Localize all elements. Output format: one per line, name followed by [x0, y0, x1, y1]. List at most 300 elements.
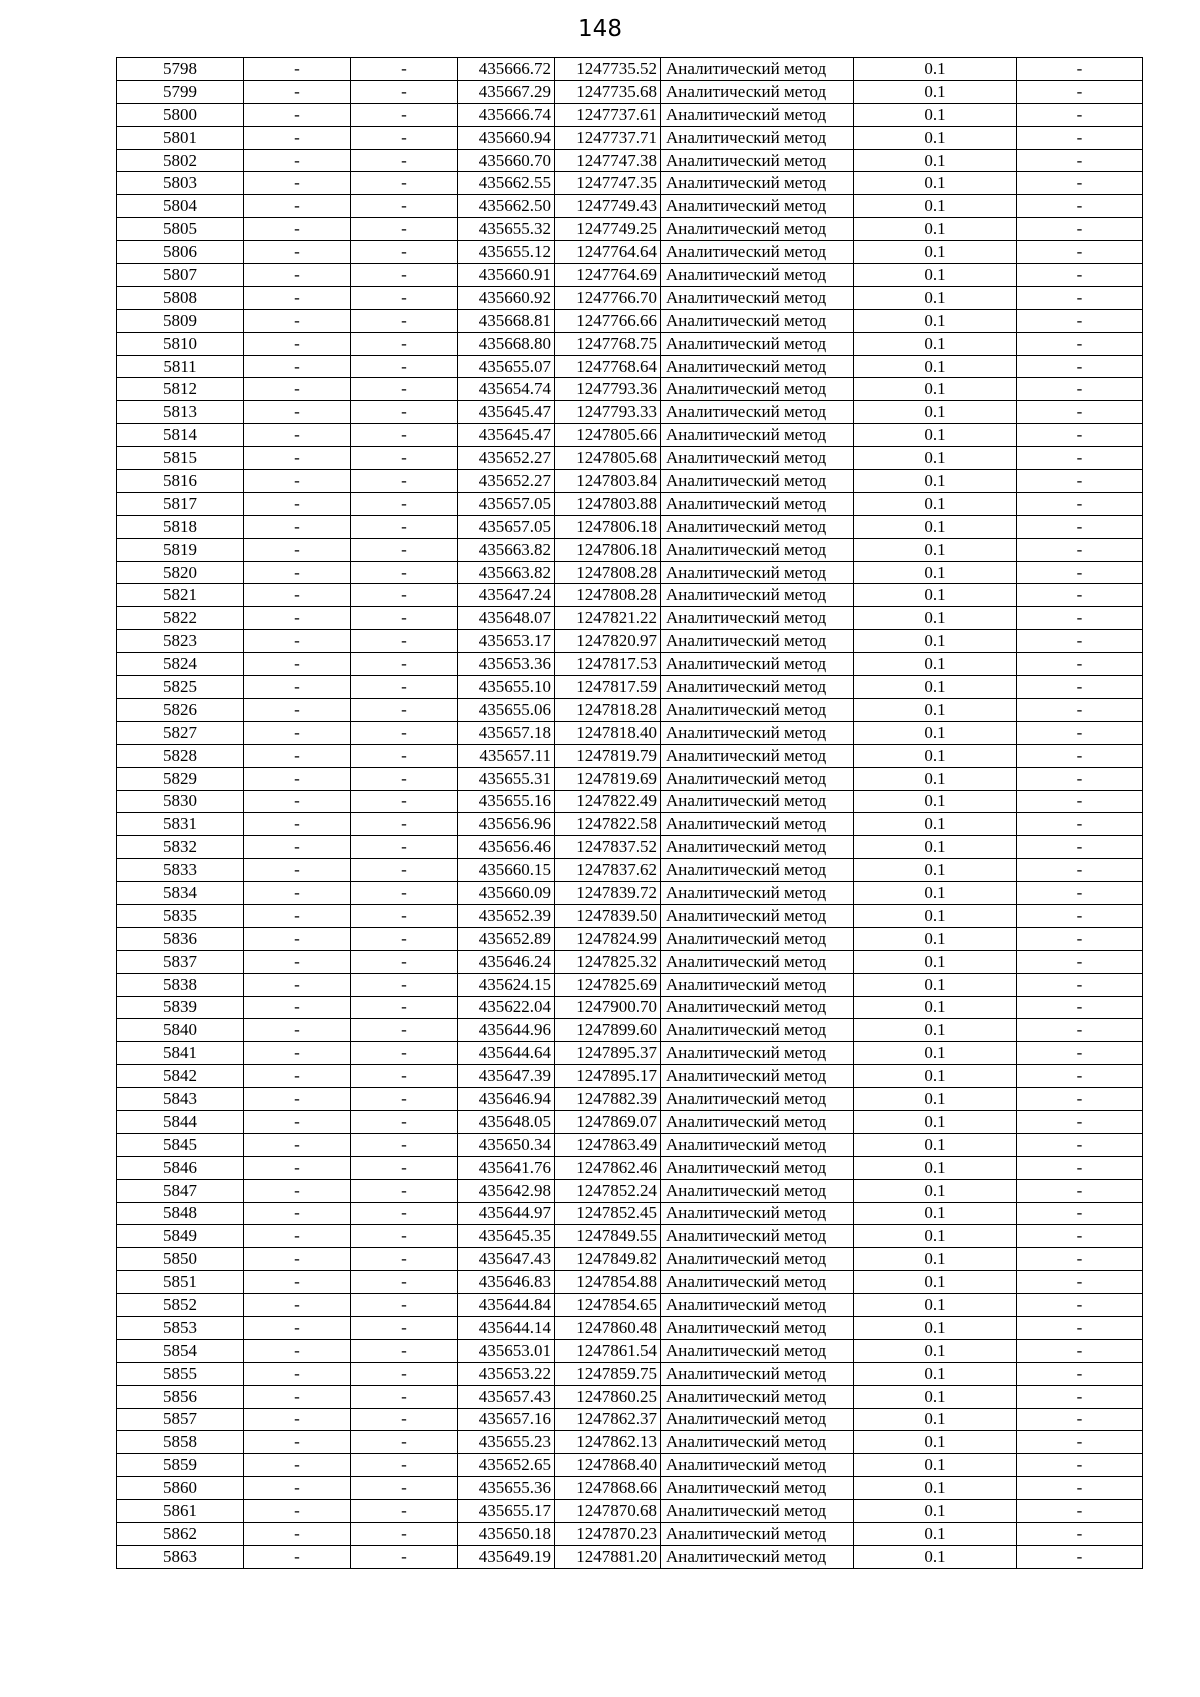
precision-cell: 0.1	[854, 103, 1017, 126]
page-number: 148	[578, 16, 622, 42]
y-coordinate-cell: 1247806.18	[555, 538, 661, 561]
dash-cell: -	[1017, 515, 1143, 538]
dash-cell: -	[351, 767, 458, 790]
y-coordinate-cell: 1247817.59	[555, 676, 661, 699]
precision-cell: 0.1	[854, 1477, 1017, 1500]
method-cell: Аналитический метод	[661, 584, 854, 607]
table-row	[117, 1065, 1143, 1088]
y-coordinate-cell: 1247747.35	[555, 172, 661, 195]
dash-cell: -	[1017, 1431, 1143, 1454]
table-row	[117, 286, 1143, 309]
x-coordinate-cell: 435657.05	[458, 492, 555, 515]
method-cell: Аналитический метод	[661, 927, 854, 950]
dash-cell: -	[244, 126, 351, 149]
precision-cell: 0.1	[854, 80, 1017, 103]
table-row	[117, 1523, 1143, 1546]
precision-cell: 0.1	[854, 1523, 1017, 1546]
precision-cell: 0.1	[854, 1179, 1017, 1202]
method-cell: Аналитический метод	[661, 538, 854, 561]
method-cell: Аналитический метод	[661, 607, 854, 630]
dash-cell: -	[244, 1545, 351, 1568]
method-cell: Аналитический метод	[661, 1271, 854, 1294]
precision-cell: 0.1	[854, 264, 1017, 287]
table-row	[117, 195, 1143, 218]
y-coordinate-cell: 1247862.37	[555, 1408, 661, 1431]
dash-cell: -	[1017, 676, 1143, 699]
x-coordinate-cell: 435660.91	[458, 264, 555, 287]
x-coordinate-cell: 435660.15	[458, 859, 555, 882]
dash-cell: -	[244, 653, 351, 676]
dash-cell: -	[351, 607, 458, 630]
x-coordinate-cell: 435644.97	[458, 1202, 555, 1225]
method-cell: Аналитический метод	[661, 264, 854, 287]
precision-cell: 0.1	[854, 630, 1017, 653]
method-cell: Аналитический метод	[661, 1202, 854, 1225]
dash-cell: -	[244, 470, 351, 493]
method-cell: Аналитический метод	[661, 218, 854, 241]
precision-cell: 0.1	[854, 882, 1017, 905]
y-coordinate-cell: 1247749.43	[555, 195, 661, 218]
table-row	[117, 470, 1143, 493]
dash-cell: -	[244, 401, 351, 424]
method-cell: Аналитический метод	[661, 698, 854, 721]
dash-cell: -	[244, 1362, 351, 1385]
table-row	[117, 1385, 1143, 1408]
dash-cell: -	[244, 1477, 351, 1500]
dash-cell: -	[1017, 698, 1143, 721]
table-row	[117, 927, 1143, 950]
x-coordinate-cell: 435657.16	[458, 1408, 555, 1431]
method-cell: Аналитический метод	[661, 790, 854, 813]
dash-cell: -	[244, 904, 351, 927]
y-coordinate-cell: 1247882.39	[555, 1088, 661, 1111]
y-coordinate-cell: 1247849.55	[555, 1225, 661, 1248]
table-row	[117, 653, 1143, 676]
precision-cell: 0.1	[854, 653, 1017, 676]
x-coordinate-cell: 435652.89	[458, 927, 555, 950]
dash-cell: -	[351, 859, 458, 882]
dash-cell: -	[1017, 1248, 1143, 1271]
table-row	[117, 355, 1143, 378]
y-coordinate-cell: 1247861.54	[555, 1339, 661, 1362]
dash-cell: -	[244, 1156, 351, 1179]
y-coordinate-cell: 1247870.23	[555, 1523, 661, 1546]
x-coordinate-cell: 435660.09	[458, 882, 555, 905]
precision-cell: 0.1	[854, 401, 1017, 424]
y-coordinate-cell: 1247868.40	[555, 1454, 661, 1477]
dash-cell: -	[1017, 1202, 1143, 1225]
point-number-cell: 5817	[117, 492, 244, 515]
y-coordinate-cell: 1247863.49	[555, 1133, 661, 1156]
dash-cell: -	[1017, 1362, 1143, 1385]
precision-cell: 0.1	[854, 1019, 1017, 1042]
y-coordinate-cell: 1247808.28	[555, 584, 661, 607]
dash-cell: -	[244, 1294, 351, 1317]
dash-cell: -	[244, 1316, 351, 1339]
y-coordinate-cell: 1247737.71	[555, 126, 661, 149]
x-coordinate-cell: 435652.27	[458, 447, 555, 470]
y-coordinate-cell: 1247768.64	[555, 355, 661, 378]
dash-cell: -	[244, 1271, 351, 1294]
x-coordinate-cell: 435655.36	[458, 1477, 555, 1500]
dash-cell: -	[351, 332, 458, 355]
dash-cell: -	[351, 836, 458, 859]
dash-cell: -	[1017, 1523, 1143, 1546]
point-number-cell: 5815	[117, 447, 244, 470]
x-coordinate-cell: 435656.46	[458, 836, 555, 859]
dash-cell: -	[351, 538, 458, 561]
table-row	[117, 1271, 1143, 1294]
dash-cell: -	[351, 1156, 458, 1179]
precision-cell: 0.1	[854, 1339, 1017, 1362]
table-row	[117, 424, 1143, 447]
dash-cell: -	[244, 813, 351, 836]
x-coordinate-cell: 435647.43	[458, 1248, 555, 1271]
method-cell: Аналитический метод	[661, 1225, 854, 1248]
precision-cell: 0.1	[854, 378, 1017, 401]
dash-cell: -	[244, 538, 351, 561]
dash-cell: -	[351, 1454, 458, 1477]
dash-cell: -	[244, 1088, 351, 1111]
method-cell: Аналитический метод	[661, 286, 854, 309]
method-cell: Аналитический метод	[661, 744, 854, 767]
point-number-cell: 5808	[117, 286, 244, 309]
precision-cell: 0.1	[854, 996, 1017, 1019]
point-number-cell: 5806	[117, 241, 244, 264]
method-cell: Аналитический метод	[661, 1454, 854, 1477]
table-row	[117, 58, 1143, 81]
table-row	[117, 607, 1143, 630]
dash-cell: -	[244, 1179, 351, 1202]
dash-cell: -	[1017, 172, 1143, 195]
precision-cell: 0.1	[854, 286, 1017, 309]
x-coordinate-cell: 435653.17	[458, 630, 555, 653]
precision-cell: 0.1	[854, 126, 1017, 149]
method-cell: Аналитический метод	[661, 1156, 854, 1179]
x-coordinate-cell: 435668.81	[458, 309, 555, 332]
dash-cell: -	[1017, 1454, 1143, 1477]
y-coordinate-cell: 1247766.66	[555, 309, 661, 332]
point-number-cell: 5816	[117, 470, 244, 493]
method-cell: Аналитический метод	[661, 126, 854, 149]
y-coordinate-cell: 1247820.97	[555, 630, 661, 653]
precision-cell: 0.1	[854, 538, 1017, 561]
y-coordinate-cell: 1247839.72	[555, 882, 661, 905]
point-number-cell: 5831	[117, 813, 244, 836]
dash-cell: -	[1017, 973, 1143, 996]
point-number-cell: 5812	[117, 378, 244, 401]
dash-cell: -	[244, 927, 351, 950]
dash-cell: -	[1017, 859, 1143, 882]
point-number-cell: 5825	[117, 676, 244, 699]
dash-cell: -	[351, 1271, 458, 1294]
precision-cell: 0.1	[854, 1454, 1017, 1477]
table-row	[117, 80, 1143, 103]
point-number-cell: 5818	[117, 515, 244, 538]
point-number-cell: 5826	[117, 698, 244, 721]
dash-cell: -	[244, 1500, 351, 1523]
table-row	[117, 1133, 1143, 1156]
method-cell: Аналитический метод	[661, 355, 854, 378]
table-row	[117, 790, 1143, 813]
x-coordinate-cell: 435645.35	[458, 1225, 555, 1248]
dash-cell: -	[1017, 1477, 1143, 1500]
point-number-cell: 5839	[117, 996, 244, 1019]
precision-cell: 0.1	[854, 149, 1017, 172]
table-row	[117, 309, 1143, 332]
dash-cell: -	[1017, 1019, 1143, 1042]
precision-cell: 0.1	[854, 927, 1017, 950]
table-row	[117, 1156, 1143, 1179]
dash-cell: -	[1017, 1133, 1143, 1156]
precision-cell: 0.1	[854, 515, 1017, 538]
point-number-cell: 5824	[117, 653, 244, 676]
dash-cell: -	[351, 996, 458, 1019]
dash-cell: -	[1017, 447, 1143, 470]
x-coordinate-cell: 435655.10	[458, 676, 555, 699]
precision-cell: 0.1	[854, 332, 1017, 355]
point-number-cell: 5819	[117, 538, 244, 561]
dash-cell: -	[244, 332, 351, 355]
dash-cell: -	[244, 355, 351, 378]
precision-cell: 0.1	[854, 950, 1017, 973]
precision-cell: 0.1	[854, 492, 1017, 515]
table-row	[117, 1202, 1143, 1225]
x-coordinate-cell: 435641.76	[458, 1156, 555, 1179]
x-coordinate-cell: 435654.74	[458, 378, 555, 401]
precision-cell: 0.1	[854, 859, 1017, 882]
table-row	[117, 126, 1143, 149]
dash-cell: -	[244, 676, 351, 699]
y-coordinate-cell: 1247881.20	[555, 1545, 661, 1568]
point-number-cell: 5832	[117, 836, 244, 859]
dash-cell: -	[1017, 538, 1143, 561]
method-cell: Аналитический метод	[661, 309, 854, 332]
y-coordinate-cell: 1247793.36	[555, 378, 661, 401]
coordinates-table	[116, 57, 1143, 1569]
dash-cell: -	[1017, 950, 1143, 973]
precision-cell: 0.1	[854, 1202, 1017, 1225]
dash-cell: -	[1017, 309, 1143, 332]
dash-cell: -	[351, 904, 458, 927]
x-coordinate-cell: 435646.83	[458, 1271, 555, 1294]
precision-cell: 0.1	[854, 1065, 1017, 1088]
point-number-cell: 5803	[117, 172, 244, 195]
point-number-cell: 5836	[117, 927, 244, 950]
dash-cell: -	[351, 80, 458, 103]
x-coordinate-cell: 435667.29	[458, 80, 555, 103]
method-cell: Аналитический метод	[661, 1294, 854, 1317]
point-number-cell: 5802	[117, 149, 244, 172]
x-coordinate-cell: 435663.82	[458, 538, 555, 561]
dash-cell: -	[244, 1065, 351, 1088]
point-number-cell: 5862	[117, 1523, 244, 1546]
x-coordinate-cell: 435655.06	[458, 698, 555, 721]
precision-cell: 0.1	[854, 1271, 1017, 1294]
dash-cell: -	[351, 1179, 458, 1202]
dash-cell: -	[351, 149, 458, 172]
table-row	[117, 744, 1143, 767]
dash-cell: -	[351, 447, 458, 470]
dash-cell: -	[351, 1088, 458, 1111]
y-coordinate-cell: 1247895.17	[555, 1065, 661, 1088]
point-number-cell: 5861	[117, 1500, 244, 1523]
dash-cell: -	[1017, 630, 1143, 653]
dash-cell: -	[1017, 264, 1143, 287]
method-cell: Аналитический метод	[661, 1019, 854, 1042]
x-coordinate-cell: 435645.47	[458, 401, 555, 424]
method-cell: Аналитический метод	[661, 378, 854, 401]
point-number-cell: 5805	[117, 218, 244, 241]
method-cell: Аналитический метод	[661, 1545, 854, 1568]
precision-cell: 0.1	[854, 698, 1017, 721]
dash-cell: -	[1017, 1408, 1143, 1431]
y-coordinate-cell: 1247737.61	[555, 103, 661, 126]
table-row	[117, 1019, 1143, 1042]
point-number-cell: 5837	[117, 950, 244, 973]
dash-cell: -	[351, 1065, 458, 1088]
dash-cell: -	[1017, 1316, 1143, 1339]
table-row	[117, 813, 1143, 836]
point-number-cell: 5860	[117, 1477, 244, 1500]
x-coordinate-cell: 435660.70	[458, 149, 555, 172]
dash-cell: -	[244, 218, 351, 241]
table-row	[117, 172, 1143, 195]
method-cell: Аналитический метод	[661, 241, 854, 264]
dash-cell: -	[351, 1133, 458, 1156]
dash-cell: -	[1017, 882, 1143, 905]
dash-cell: -	[1017, 904, 1143, 927]
x-coordinate-cell: 435652.65	[458, 1454, 555, 1477]
method-cell: Аналитический метод	[661, 172, 854, 195]
dash-cell: -	[351, 561, 458, 584]
table-row	[117, 904, 1143, 927]
x-coordinate-cell: 435652.27	[458, 470, 555, 493]
method-cell: Аналитический метод	[661, 1362, 854, 1385]
table-row	[117, 1248, 1143, 1271]
method-cell: Аналитический метод	[661, 973, 854, 996]
dash-cell: -	[244, 1133, 351, 1156]
y-coordinate-cell: 1247749.25	[555, 218, 661, 241]
y-coordinate-cell: 1247764.69	[555, 264, 661, 287]
method-cell: Аналитический метод	[661, 1065, 854, 1088]
dash-cell: -	[1017, 1156, 1143, 1179]
y-coordinate-cell: 1247735.52	[555, 58, 661, 81]
point-number-cell: 5829	[117, 767, 244, 790]
point-number-cell: 5856	[117, 1385, 244, 1408]
x-coordinate-cell: 435650.18	[458, 1523, 555, 1546]
y-coordinate-cell: 1247862.46	[555, 1156, 661, 1179]
dash-cell: -	[1017, 401, 1143, 424]
method-cell: Аналитический метод	[661, 401, 854, 424]
method-cell: Аналитический метод	[661, 1088, 854, 1111]
x-coordinate-cell: 435647.24	[458, 584, 555, 607]
table-row	[117, 584, 1143, 607]
method-cell: Аналитический метод	[661, 676, 854, 699]
point-number-cell: 5804	[117, 195, 244, 218]
method-cell: Аналитический метод	[661, 1523, 854, 1546]
point-number-cell: 5798	[117, 58, 244, 81]
dash-cell: -	[244, 241, 351, 264]
method-cell: Аналитический метод	[661, 859, 854, 882]
x-coordinate-cell: 435653.01	[458, 1339, 555, 1362]
dash-cell: -	[244, 149, 351, 172]
method-cell: Аналитический метод	[661, 1477, 854, 1500]
table-row	[117, 1110, 1143, 1133]
y-coordinate-cell: 1247852.24	[555, 1179, 661, 1202]
point-number-cell: 5859	[117, 1454, 244, 1477]
point-number-cell: 5800	[117, 103, 244, 126]
dash-cell: -	[244, 1408, 351, 1431]
method-cell: Аналитический метод	[661, 561, 854, 584]
dash-cell: -	[1017, 149, 1143, 172]
method-cell: Аналитический метод	[661, 1316, 854, 1339]
dash-cell: -	[1017, 218, 1143, 241]
dash-cell: -	[244, 744, 351, 767]
dash-cell: -	[244, 836, 351, 859]
point-number-cell: 5821	[117, 584, 244, 607]
dash-cell: -	[351, 1408, 458, 1431]
point-number-cell: 5855	[117, 1362, 244, 1385]
table-row	[117, 538, 1143, 561]
x-coordinate-cell: 435648.07	[458, 607, 555, 630]
method-cell: Аналитический метод	[661, 1042, 854, 1065]
dash-cell: -	[1017, 1042, 1143, 1065]
table-row	[117, 103, 1143, 126]
dash-cell: -	[244, 103, 351, 126]
precision-cell: 0.1	[854, 744, 1017, 767]
dash-cell: -	[1017, 653, 1143, 676]
point-number-cell: 5844	[117, 1110, 244, 1133]
dash-cell: -	[1017, 286, 1143, 309]
y-coordinate-cell: 1247868.66	[555, 1477, 661, 1500]
precision-cell: 0.1	[854, 172, 1017, 195]
y-coordinate-cell: 1247822.58	[555, 813, 661, 836]
point-number-cell: 5823	[117, 630, 244, 653]
dash-cell: -	[351, 1545, 458, 1568]
precision-cell: 0.1	[854, 1088, 1017, 1111]
dash-cell: -	[351, 1362, 458, 1385]
dash-cell: -	[351, 1042, 458, 1065]
y-coordinate-cell: 1247793.33	[555, 401, 661, 424]
dash-cell: -	[1017, 103, 1143, 126]
dash-cell: -	[351, 424, 458, 447]
x-coordinate-cell: 435644.84	[458, 1294, 555, 1317]
precision-cell: 0.1	[854, 1042, 1017, 1065]
table-row	[117, 1545, 1143, 1568]
dash-cell: -	[244, 1431, 351, 1454]
dash-cell: -	[1017, 996, 1143, 1019]
x-coordinate-cell: 435662.55	[458, 172, 555, 195]
dash-cell: -	[351, 126, 458, 149]
dash-cell: -	[244, 309, 351, 332]
y-coordinate-cell: 1247839.50	[555, 904, 661, 927]
dash-cell: -	[351, 653, 458, 676]
dash-cell: -	[244, 996, 351, 1019]
dash-cell: -	[1017, 813, 1143, 836]
table-row	[117, 767, 1143, 790]
y-coordinate-cell: 1247859.75	[555, 1362, 661, 1385]
point-number-cell: 5799	[117, 80, 244, 103]
y-coordinate-cell: 1247825.32	[555, 950, 661, 973]
x-coordinate-cell: 435656.96	[458, 813, 555, 836]
table-row	[117, 218, 1143, 241]
y-coordinate-cell: 1247821.22	[555, 607, 661, 630]
y-coordinate-cell: 1247805.66	[555, 424, 661, 447]
point-number-cell: 5850	[117, 1248, 244, 1271]
dash-cell: -	[351, 1019, 458, 1042]
y-coordinate-cell: 1247849.82	[555, 1248, 661, 1271]
